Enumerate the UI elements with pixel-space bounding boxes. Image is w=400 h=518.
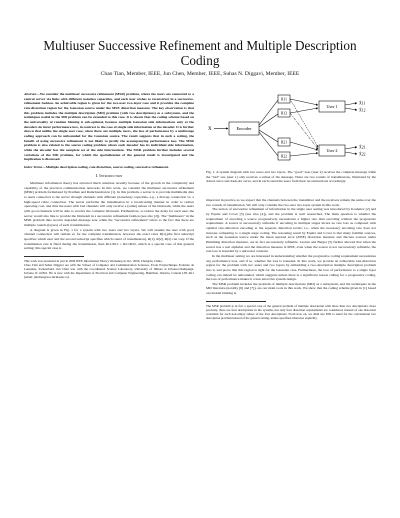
author-line: Chao Tian, Member, IEEE, Jun Chen, Member, IEEE, Suhas N. Diggavi, Member, IEEE — [100, 71, 300, 77]
abstract-text: —We consider the multiuser successive refinement (MSR) problem, where the users are connected to a central server via links with different noiseless capacities, and each user wishes to reconstruct in a successive-refinement fashion. An achievable region is given for the two-user two-layer case and it provides the complete rate-distortion region for the Gaussian source under the MSE distortion measure. The key observation is that this problem includes the multiple description (MD) problem (with two descriptions) as a subsystem, and the techniques useful in the MD problem can be extended to this case. It is shown that the coding scheme based on the universality of random binning is sub-optimal, because multiple Gaussian side informations only at the decoders do incur performance loss, in contrast to the case of single side information at the decoder. It is further shown that unlike the single user case, when there are multiple users, the loss of performance by a multistage coding approach can be unbounded for the Gaussian source. The result suggests that in such a setting, the benefit of using successive refinement is not likely to justify the accompanying performance loss. The MSR problem is also related to the source coding problem where each decoder has its individual side information, while the encoder has the complete set of the side informations. The MSR problem further includes several variations of the MD problem, for which the specialization of the general result is investigated and the implication is discussed. — [24, 92, 194, 162]
out-arrow-21 — [345, 147, 357, 149]
title-line-2: Coding — [180, 53, 220, 68]
footnote-divider — [24, 256, 84, 257]
arrow-r22-user2 — [290, 153, 318, 156]
out-arrow-22 — [345, 152, 357, 154]
rate-label-r22: R22 — [281, 154, 287, 159]
rate-label-r21: R21 — [281, 140, 287, 145]
arrow-r11-user1 — [290, 99, 318, 105]
arrow-r12-user1 — [290, 108, 318, 113]
left-column — [24, 92, 194, 279]
out-arrow-12 — [345, 108, 357, 110]
rate-label-r12: R12 — [281, 111, 287, 116]
arrow-r11-user2 — [290, 99, 318, 147]
output-x21: X̂21 — [359, 145, 366, 150]
section-heading-introduction: I. Introduction — [95, 172, 123, 178]
intro-paragraph-1: Multiuser information theory has attracted much attention recently because of the growth in the complexity and capability of the practical communication networks. In this work, we consider the multiuser successive refinement (MSR) problem formulated by Pradhan and Ramchandran in [1]. In this problem, a server is to provide multimedia data to users connected to the server through channels with different (noiseless) capacities, e.g., a dial-up connection vs. a high-speed cable connection. The server performs the transmission in a broadcasting manner in order to reduce operating cost, and thus the users with bad channels will only receive a (some) subset of the bitstream, while the users with good channels will be able to receive the complete bitstream. Furthermore, to reduce the delay for each user, the server would also like to provide the bitstream in a successive refinement fashion (see also [2]). The "multiusers" in the MSR problem thus receive degraded message sets, while the "successive refinement" refers to the fact that there are multiple rounds (layers) of such transmissions. — [24, 181, 195, 228]
output-x22: X̂22 — [359, 152, 366, 157]
abstract — [24, 92, 194, 162]
right-column — [206, 198, 376, 320]
source-label: X — [208, 127, 212, 132]
output-x11: X̂11 — [359, 101, 366, 106]
user1-label: User 1 — [326, 104, 338, 109]
figure-1-system-diagram — [206, 92, 376, 166]
title-line-1: Multiuser Successive Refinement and Multiple Description — [43, 38, 357, 53]
output-x12: X̂12 — [359, 108, 366, 113]
link-r22 — [259, 132, 278, 156]
user2-label: User 2 — [326, 148, 338, 153]
footnote-md-definition: The MSR problem is in fact a special case of the general problem of multiple description with more than two descriptions; more precisely, there are four descriptions in the systems, but only four distortion requirements are considered, instead of one distortion constraint for each non-empty subset of the four descriptions. From now on, we shall use MD to stand for the conventional two description problem instead of the general setting, unless specified otherwise explicitly. — [206, 303, 376, 321]
link-r12 — [259, 114, 278, 127]
out-arrow-11 — [345, 103, 357, 105]
index-terms-text: —Multiple description coding, rate distortion, source coding, successive refinement. — [42, 164, 169, 169]
index-terms-label: Index Terms — [24, 164, 43, 169]
footnote-presentation: This work was presented in part in 2006 IEEE Information Theory Workshop in Oct. 2006, Chengdu, China. — [24, 259, 163, 263]
arrow-r12-user2 — [290, 113, 318, 149]
paper-title — [30, 38, 370, 68]
index-terms — [24, 165, 194, 170]
link-r11 — [259, 100, 278, 125]
right-paragraph-3: In the multiuser setting we are interested in understanding whether the progressive coding requirement necessitates any performance loss, and if so, whether the loss is bounded. In this work, we provide an achievable rate-distortion region for the problem with two users and two layers by embedding a two-description multiple description problem into it, and prove that this region is tight for the Gaussian case. Furthermore, the loss of performance to a single layer coding can indeed be unbounded, which suggests unless there is a significant reason calling for a progressive coding, the loss of performance makes it a less attractive system design. — [206, 253, 376, 282]
encoder-label: Encoder — [236, 126, 252, 132]
footnote-divider-right — [206, 301, 266, 302]
rate-label-r11: R11 — [281, 97, 287, 102]
footnote-affiliations: Chao Tian and Suhas Diggavi are with the School of Computer and Communication Sciences, Ecole Polytechnique Federale de Lausanne, Switzerland. Jun Chen was with the Coordinated Science Laboratory, University of Illinois at Urbana-Champaign, Urbana, IL 61801. He is now with the Department of Electrical and Computer Engineering, Hamilton, Ontario, Canada L8S 4K1 (email: junchen@ece.mcmaster.ca). — [24, 263, 194, 280]
intro-paragraph-2: A diagram is given in Fig. 1 for a system with two users and two layers. We will assume the user with good channel connection will remain so for the complete transmission, however the exact rates R(1),(the first subscript specifies which user and the second subscript specifies which round of transmission), R(1), R(2), R(2) can vary. If the transmission rate is fixed during the transmission, then R11/R12 = R21/R22, which is a special case of this general setting; this special case is — [24, 227, 194, 251]
right-paragraph-1: important in practice as we expect that the channels between the transmitter and the receivers remain the same over the two rounds of transmission. We will only consider the two-user two-layer system in this work. — [206, 198, 376, 207]
right-paragraph-4: The MSR problem includes the problem of multiple descriptions (MD) as a subsystem, and the techniques in the MD literature (notably [6] and [7]), are our main tools in this work. We show that the coding scheme given in [1] based on random binning is — [206, 281, 376, 296]
figure-1-caption: Fig. 1. A system diagram with two users and two layers. The "good" user (user 2) receives the complete message while the "bad" one (user 1) only receives a subset of the message. There are two rounds of transmissions, illustrated by the dotted curve and dash-dot curve, and in each round the users form their reconstructions accordingly. — [206, 170, 376, 183]
right-paragraph-2: The notion of successive refinement of information in the single user setting was introduced by Koshelev [2] and by Equitz and Cover [3] (see also [4]), and the problem is well researched. The main question is whether the requirement of encoding a source progressively necessitates a higher rate than encoding without the progressive requirement. A source is successively refinable if encoding in multiple stages incurs no rate loss as compared with optimal rate-distortion encoding at the separate distortion levels; i.e., when the necessary encoding rate does not increase comparing to a single stage coding. The reasoning result by Equitz and Cover is that many familiar sources, such as the Gaussian source under the mean squared error (MSE) distortion measure and discrete sources under Hamming distortion measure, are in fact successively refinable. Lastras and Berger [5] further showed that when the source has a real alphabet and the distortion measure is MSE, even when the source is not successively refinable, the rate loss is bounded by a universal constant. — [206, 207, 376, 254]
abstract-label: Abstract — [24, 92, 37, 96]
